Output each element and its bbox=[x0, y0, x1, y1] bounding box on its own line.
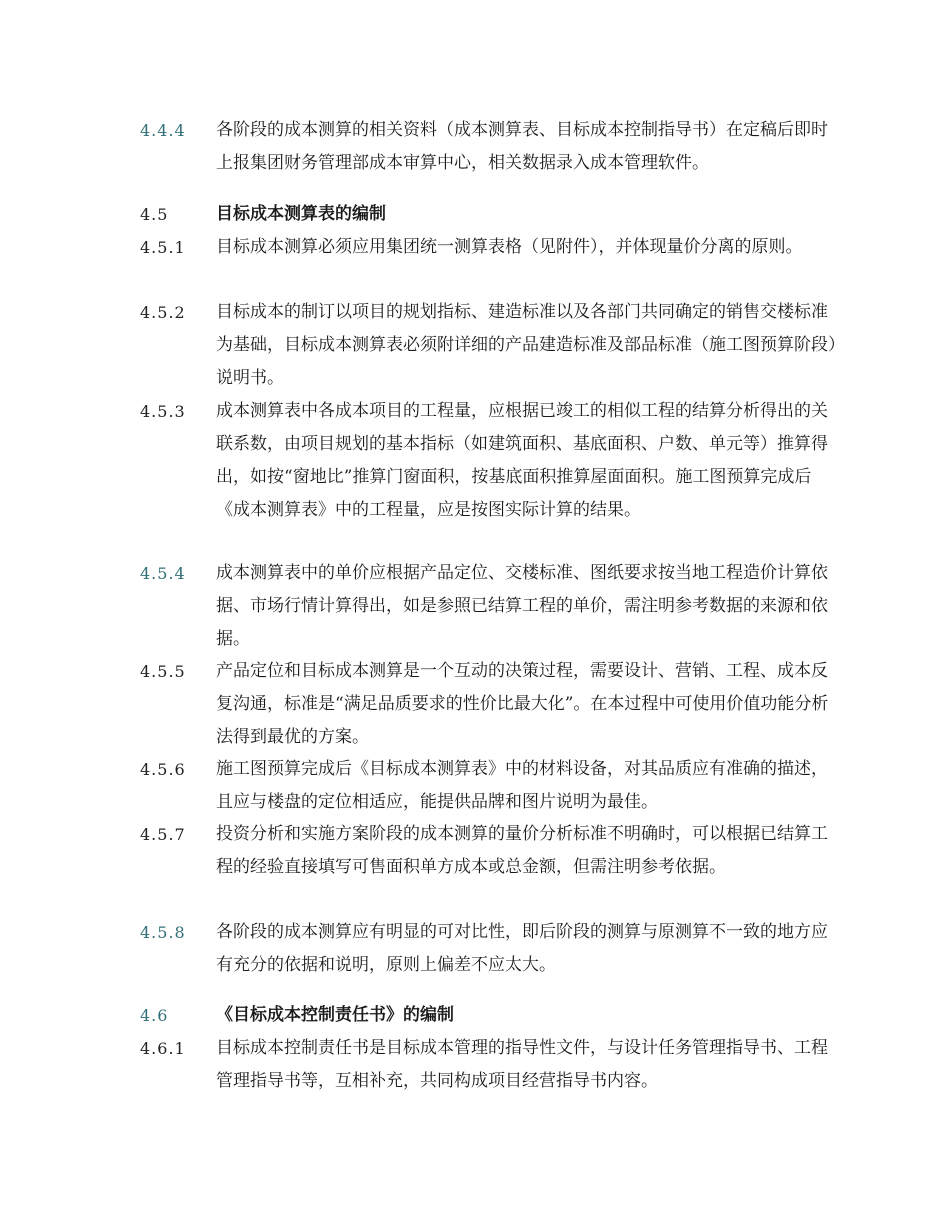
clause-number: 4.5.7 bbox=[140, 825, 186, 844]
section-heading-4-6 bbox=[140, 999, 840, 1032]
clause-number: 4.5.6 bbox=[140, 760, 186, 779]
clause-4-6-1 bbox=[140, 1032, 840, 1098]
clause-text: 成本测算表中的单价应根据产品定位、交楼标准、图纸要求按当地工程造价计算依据、市场行情计算得出，如是参照已结算工程的单价，需注明参考数据的来源和依据。 bbox=[216, 563, 828, 649]
clause-text: 各阶段的成本测算应有明显的可对比性，即后阶段的测算与原测算不一致的地方应有充分的依据和说明，原则上偏差不应太大。 bbox=[216, 922, 828, 975]
clause-4-5-7 bbox=[140, 818, 840, 884]
clause-text: 目标成本控制责任书是目标成本管理的指导性文件，与设计任务管理指导书、工程管理指导书等，互相补充，共同构成项目经营指导书内容。 bbox=[216, 1038, 828, 1091]
clause-number: 4.5.8 bbox=[140, 923, 186, 942]
clause-4-5-3 bbox=[140, 395, 840, 527]
section-number: 4.5 bbox=[140, 205, 169, 224]
clause-4-5-1 bbox=[140, 231, 840, 264]
clause-text: 产品定位和目标成本测算是一个互动的决策过程，需要设计、营销、工程、成本反复沟通，标准是“满足品质要求的性价比最大化”。在本过程中可使用价值功能分析法得到最优的方案。 bbox=[216, 661, 829, 747]
section-title: 目标成本测算表的编制 bbox=[216, 204, 386, 224]
section-number: 4.6 bbox=[140, 1006, 169, 1025]
clause-4-4-4 bbox=[140, 114, 840, 180]
clause-number: 4.5.5 bbox=[140, 662, 186, 681]
clause-number: 4.5.4 bbox=[140, 564, 186, 583]
clause-number: 4.5.3 bbox=[140, 402, 186, 421]
clause-text: 成本测算表中各成本项目的工程量，应根据已竣工的相似工程的结算分析得出的关联系数，由项目规划的基本指标（如建筑面积、基底面积、户数、单元等）推算得出，如按“窗地比”推算门窗面积，按基底面积推算屋面面积。施工图预算完成后《成本测算表》中的工程量，应是按图实际计算的结果。 bbox=[216, 401, 828, 520]
clause-4-5-5 bbox=[140, 655, 840, 754]
clause-4-5-6 bbox=[140, 753, 840, 819]
clause-4-5-8 bbox=[140, 916, 840, 982]
clause-number: 4.5.2 bbox=[140, 303, 186, 322]
section-heading-4-5 bbox=[140, 198, 840, 231]
clause-number: 4.6.1 bbox=[140, 1039, 186, 1058]
clause-4-5-4 bbox=[140, 557, 840, 656]
clause-number: 4.4.4 bbox=[140, 121, 186, 140]
section-title: 《目标成本控制责任书》的编制 bbox=[216, 1005, 454, 1025]
clause-text: 投资分析和实施方案阶段的成本测算的量价分析标准不明确时，可以根据已结算工程的经验直接填写可售面积单方成本或总金额，但需注明参考依据。 bbox=[216, 824, 828, 877]
clause-4-5-2 bbox=[140, 296, 840, 395]
clause-text: 目标成本测算必须应用集团统一测算表格（见附件），并体现量价分离的原则。 bbox=[216, 237, 803, 257]
clause-text: 各阶段的成本测算的相关资料（成本测算表、目标成本控制指导书）在定稿后即时上报集团财务管理部成本审算中心，相关数据录入成本管理软件。 bbox=[216, 120, 828, 173]
clause-number: 4.5.1 bbox=[140, 238, 186, 257]
clause-text: 目标成本的制订以项目的规划指标、建造标准以及各部门共同确定的销售交楼标准为基础，目标成本测算表必须附详细的产品建造标准及部品标准（施工图预算阶段）说明书。 bbox=[216, 302, 837, 388]
clause-text: 施工图预算完成后《目标成本测算表》中的材料设备，对其品质应有准确的描述，且应与楼盘的定位相适应，能提供品牌和图片说明为最佳。 bbox=[216, 759, 828, 812]
